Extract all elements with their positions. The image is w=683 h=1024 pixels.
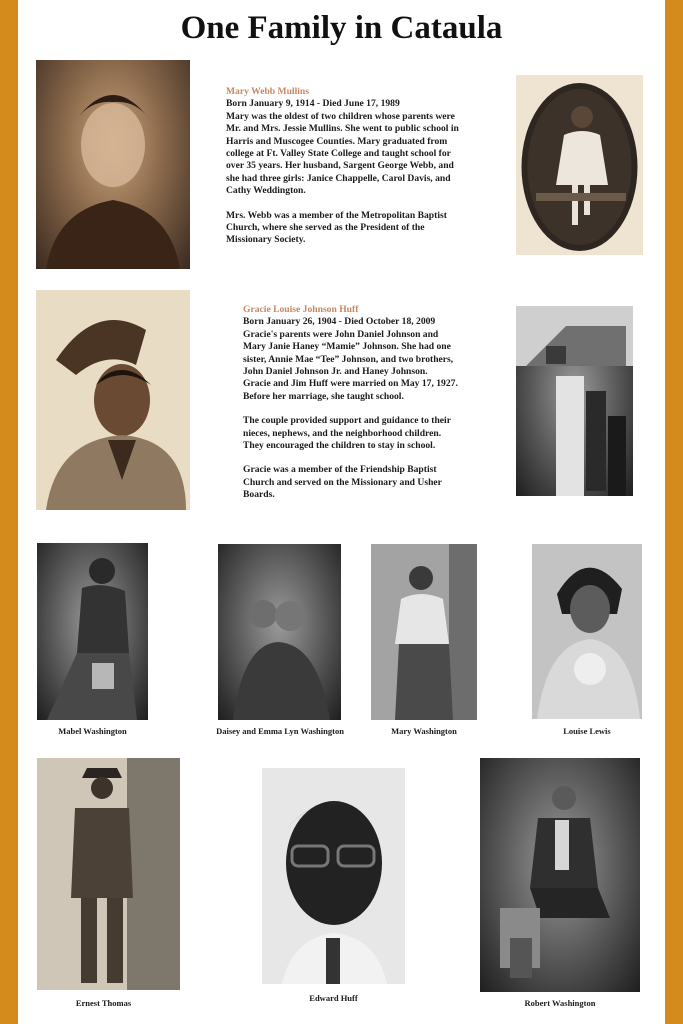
bio-line: Boards. [243,489,275,501]
caption-mabel-washington: Mabel Washington [58,726,127,736]
bio-line: Mrs. Webb was a member of the Metropolitan Baptist [226,209,447,221]
photo-child-oval [516,75,643,255]
photo-family-by-house [516,306,633,496]
photo-edward-huff [262,768,405,984]
bio-line: Gracie and Jim Huff were married on May 17, 1927. [243,378,458,390]
bio-line: Harris and Muscogee Counties. Mary graduated from [226,135,448,147]
bio-line: Church, where she served as the President of the [226,222,425,234]
bio-line: Mr. and Mrs. Jessie Mullins. She went to public school in [226,123,459,135]
bio-line: Mary was the oldest of two children whose parents were [226,110,455,122]
bio-line: Gracie's parents were John Daniel Johnson and [243,328,439,340]
caption-ernest-thomas: Ernest Thomas [75,998,132,1008]
photo-robert-washington [480,758,640,992]
bio-line: over 35 years. Her husband, Sargent George Webb, and [226,160,454,172]
portrait-gracie-louise-johnson-huff [36,290,190,510]
poster-title: One Family in Cataula [180,10,503,46]
bio-line: Born January 26, 1904 - Died October 18, 2009 [243,316,436,328]
photo-mary-washington [371,544,477,720]
caption-edward-huff: Edward Huff [309,993,358,1003]
bio-line: sister, Annie Mae “Tee” Johnson, and two brothers, [243,353,454,365]
bio-name: Mary Webb Mullins [226,86,309,97]
photo-ernest-thomas [37,758,180,990]
caption-mary-washington: Mary Washington [391,726,457,736]
photo-daisey-and-emma-lyn-washington [218,544,341,720]
bio-line: The couple provided support and guidance to their [243,415,451,427]
bio-line: nieces, nephews, and the neighborhood children. [243,427,442,439]
photo-mabel-washington [37,543,148,720]
bio-name: Gracie Louise Johnson Huff [243,304,359,315]
portrait-mary-webb-mullins [36,60,190,269]
caption-daisey-and-emma-lyn-washington: Daisey and Emma Lyn Washington [216,726,344,736]
bio-line: she had three girls: Janice Chappelle, Carol Davis, and [226,172,451,184]
bio-line: Cathy Weddington. [226,185,306,197]
photo-louise-lewis [532,544,642,719]
bio-line: John Daniel Johnson Jr. and Haney Johnson. [243,366,428,378]
bio-line: Gracie was a member of the Friendship Baptist [243,464,437,476]
bio-mary-webb-mullins [226,86,496,247]
bio-line: Born January 9, 1914 - Died June 17, 1989 [226,98,400,110]
caption-robert-washington: Robert Washington [524,998,596,1008]
bio-line: Church and served on the Missionary and Usher [243,476,442,488]
bio-line: They encouraged the children to stay in school. [243,440,436,452]
bio-line: college at Ft. Valley State College and taught school for [226,148,451,160]
bio-line: Mary Janie Haney “Mamie” Johnson. She had one [243,341,451,353]
bio-gracie-louise-johnson-huff [243,304,503,502]
bio-line: Before her marriage, she taught school. [243,390,404,402]
caption-louise-lewis: Louise Lewis [563,726,611,736]
bio-line: Missionary Society. [226,234,306,246]
